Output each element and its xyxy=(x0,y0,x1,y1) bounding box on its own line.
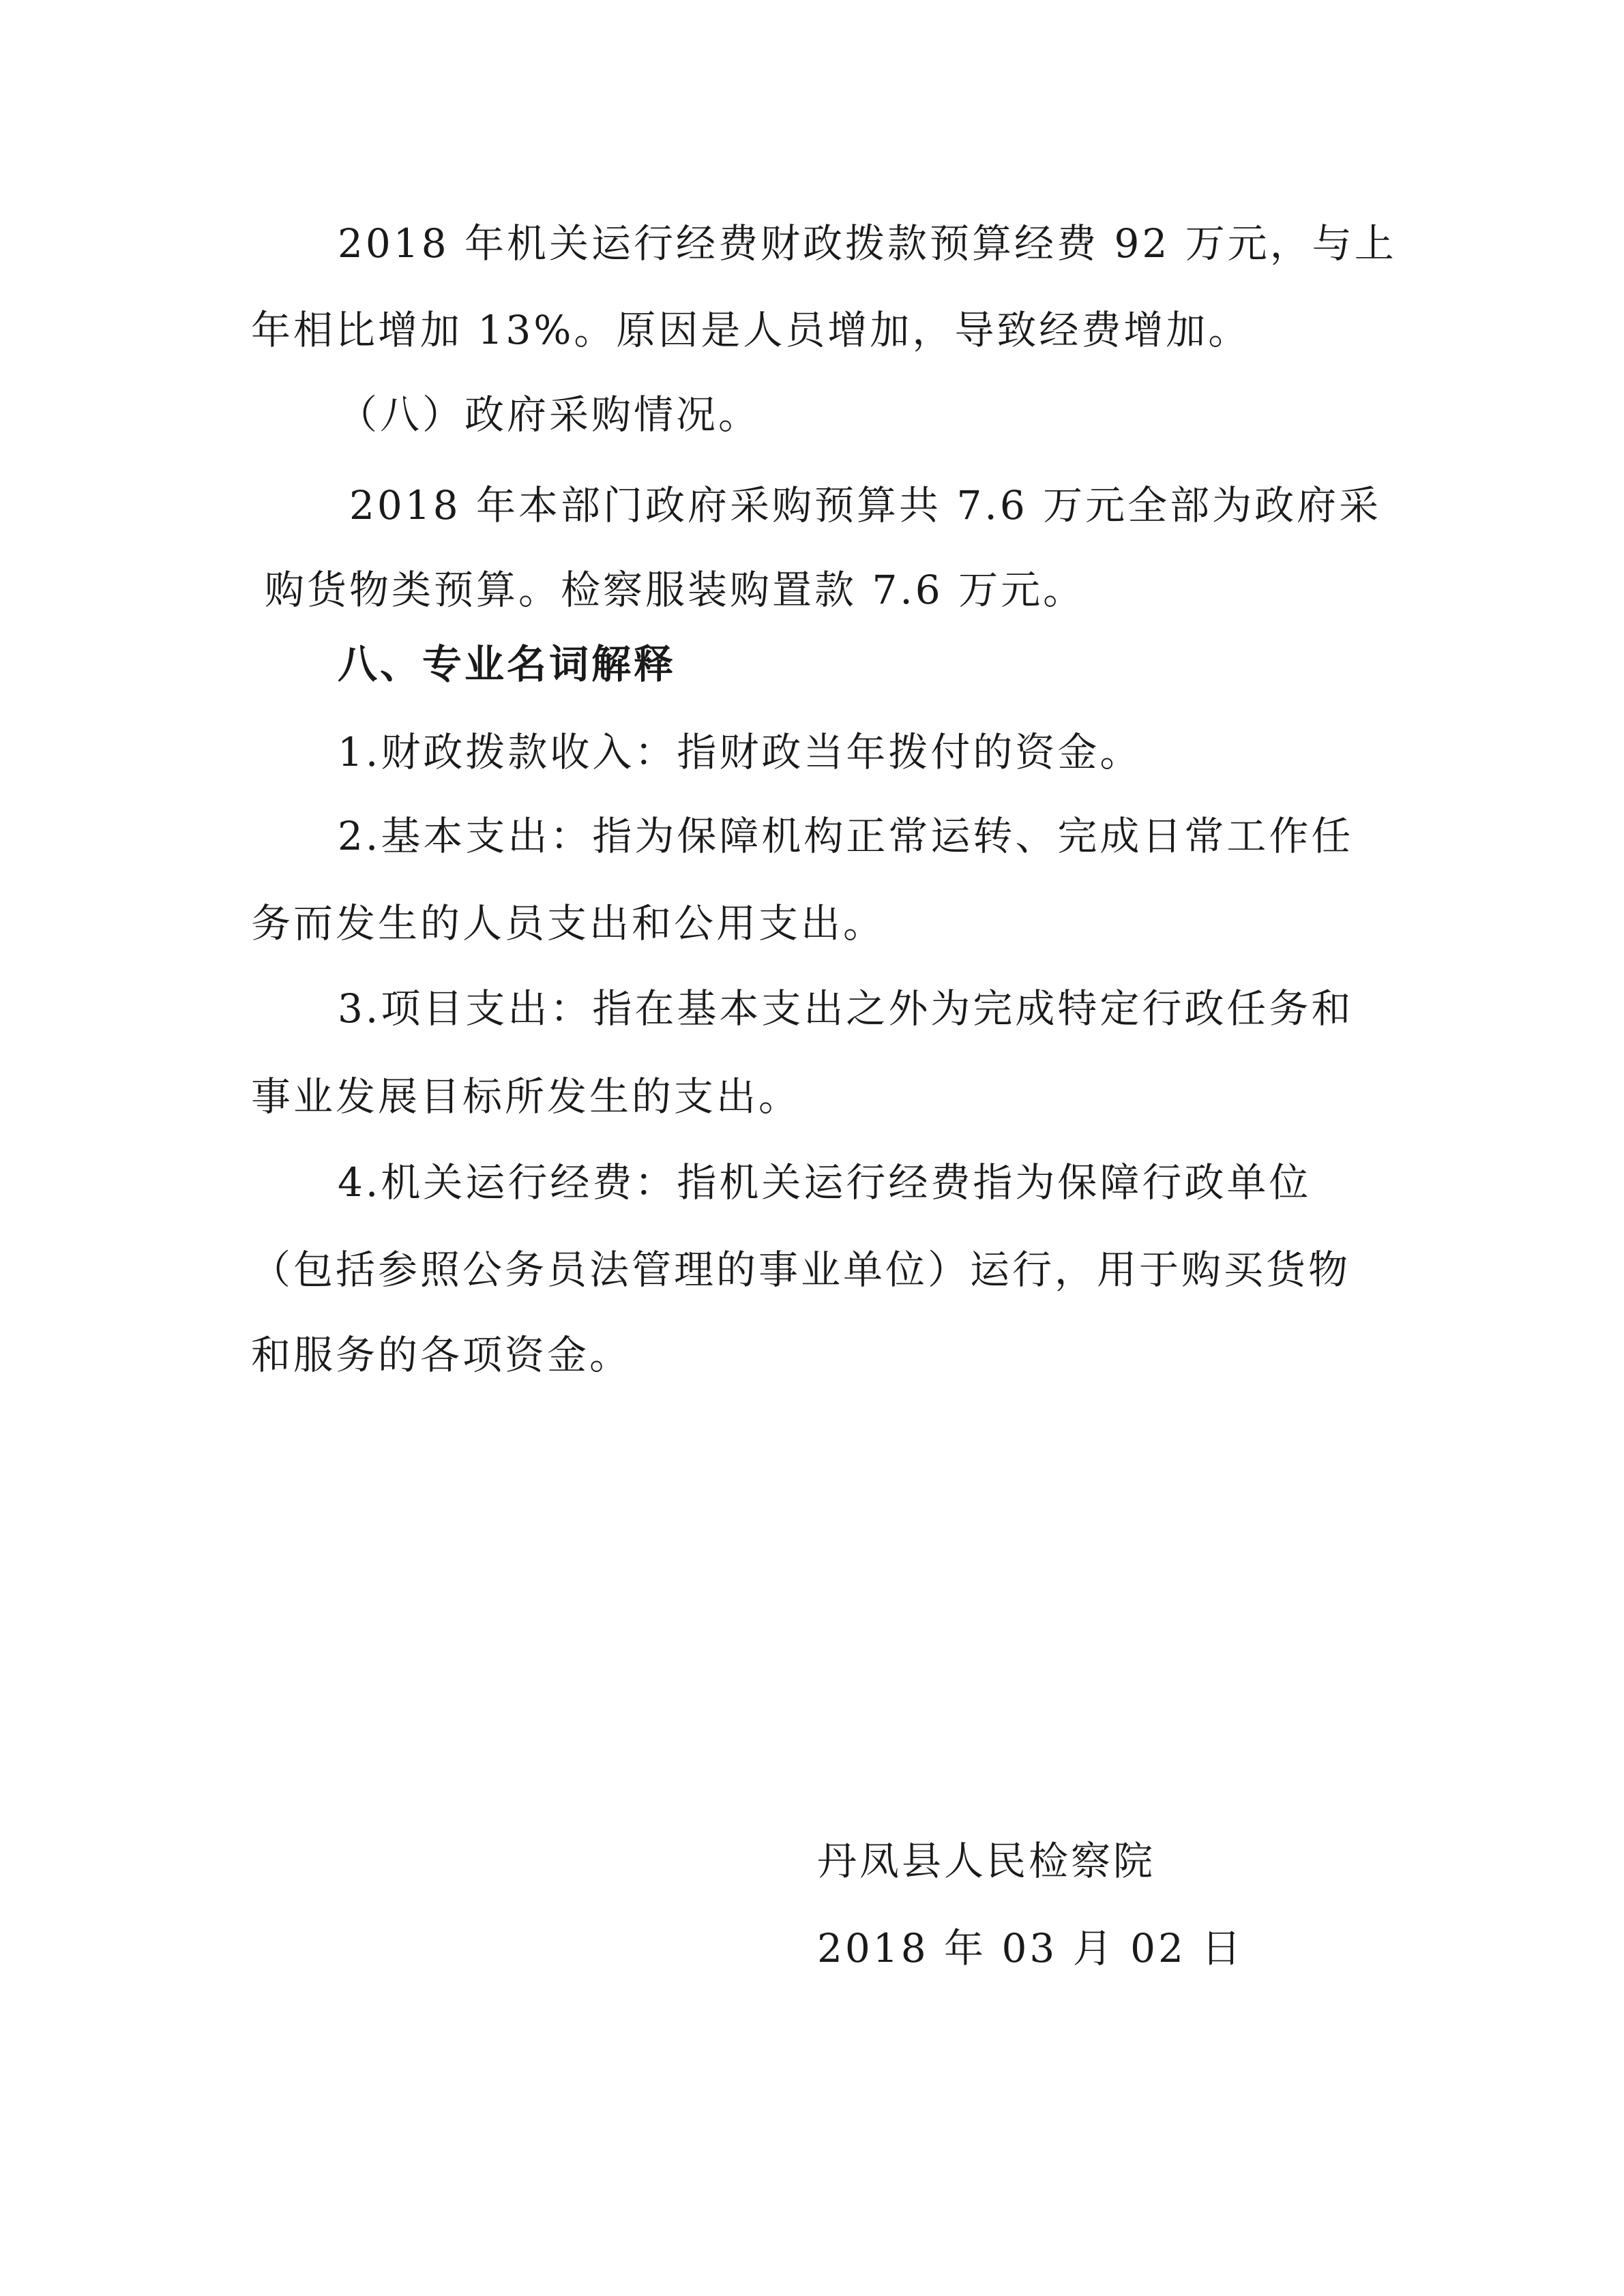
definition-2-line-2: 务而发生的人员支出和公用支出。 xyxy=(251,900,886,946)
funding-line-1: 2018 年机关运行经费财政拨款预算经费 92 万元，与上 xyxy=(338,220,1397,267)
signature-organization: 丹凤县人民检察院 xyxy=(817,1838,1156,1884)
procurement-line-2: 购货物类预算。检察服装购置款 7.6 万元。 xyxy=(265,567,1086,613)
definition-2-line-1: 2.基本支出：指为保障机构正常运转、完成日常工作任 xyxy=(338,813,1354,859)
definition-4-line-2: （包括参照公务员法管理的事业单位）运行，用于购买货物 xyxy=(251,1247,1351,1293)
funding-line-2: 年相比增加 13%。原因是人员增加，导致经费增加。 xyxy=(251,307,1251,353)
signature-date: 2018 年 03 月 02 日 xyxy=(817,1925,1244,1971)
procurement-heading: （八）政府采购情况。 xyxy=(338,391,761,438)
definition-4-line-3: 和服务的各项资金。 xyxy=(251,1332,632,1378)
definition-3-line-2: 事业发展目标所发生的支出。 xyxy=(251,1073,801,1120)
procurement-line-1: 2018 年本部门政府采购预算共 7.6 万元全部为政府采 xyxy=(349,482,1382,528)
section-heading: 八、专业名词解释 xyxy=(338,641,677,687)
definition-1-line-1: 1.财政拨款收入：指财政当年拨付的资金。 xyxy=(338,729,1142,775)
definition-3-line-1: 3.项目支出：指在基本支出之外为完成特定行政任务和 xyxy=(338,985,1354,1032)
definition-4-line-1: 4.机关运行经费：指机关运行经费指为保障行政单位 xyxy=(338,1159,1312,1206)
